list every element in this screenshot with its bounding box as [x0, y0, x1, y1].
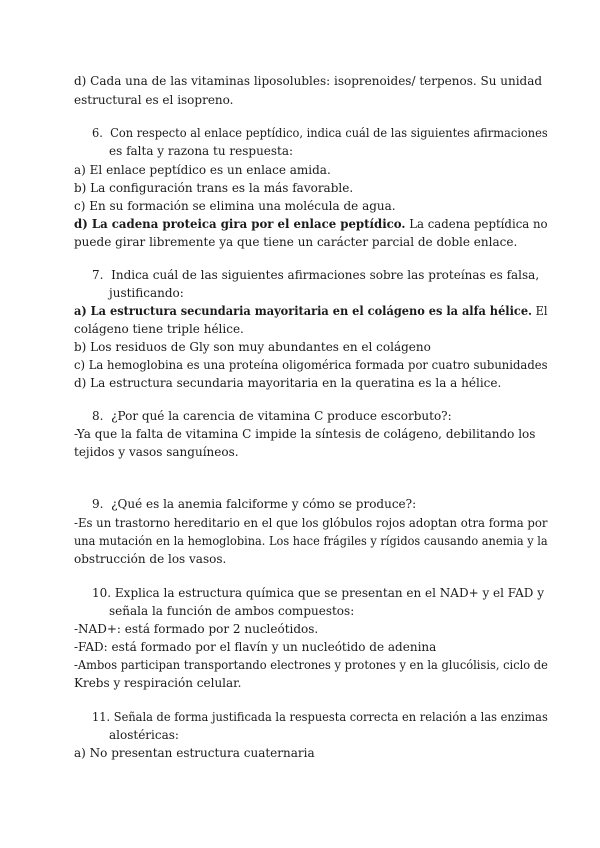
answer-text: El	[532, 304, 548, 318]
option: b) Los residuos de Gly son muy abundantes en el colágeno	[74, 340, 431, 354]
question-text: Indica cuál de las siguientes afirmaciones sobre las proteínas es falsa,	[111, 268, 540, 282]
answer-bold: d) La cadena proteica gira por el enlace peptídico.	[74, 217, 406, 231]
question-text: ¿Qué es la anemia falciforme y cómo se produce?:	[111, 497, 417, 511]
answer-text: tejidos y vasos sanguíneos.	[74, 445, 239, 459]
option: a) El enlace peptídico es un enlace amida.	[74, 163, 331, 177]
answer	[74, 217, 548, 232]
question-text: es falta y razona tu respuesta:	[109, 144, 294, 158]
question-number: 10.	[92, 586, 112, 600]
answer-text: una mutación en la hemoglobina. Los hace frágiles y rígidos causando anemia y la	[74, 534, 548, 548]
question-text: justificando:	[109, 286, 184, 300]
question-text: Con respecto al enlace peptídico, indica cuál de las siguientes afirmaciones	[110, 126, 548, 140]
answer-text: -Es un trastorno hereditario en el que los glóbulos rojos adoptan otra forma por	[74, 516, 548, 530]
question-text: Explica la estructura química que se presentan en el NAD+ y el FAD y	[114, 586, 544, 600]
answer-text: -Ya que la falta de vitamina C impide la síntesis de colágeno, debilitando los	[74, 427, 536, 441]
question-number: 7.	[92, 268, 104, 282]
answer-text: -FAD: está formado por el flavín y un nucleótido de adenina	[74, 640, 437, 654]
intro-line: estructural es el isopreno.	[74, 93, 234, 107]
question-7	[92, 268, 539, 283]
answer-text: La cadena peptídica no	[405, 217, 548, 231]
question-10	[92, 586, 544, 601]
option: a) No presentan estructura cuaternaria	[74, 746, 315, 760]
answer-text: -Ambos participan transportando electrones y protones y en la glucólisis, ciclo de	[74, 658, 548, 672]
question-text: Señala de forma justificada la respuesta correcta en relación a las enzimas	[113, 710, 548, 724]
answer	[74, 304, 548, 319]
question-9	[92, 497, 416, 512]
option: d) La estructura secundaria mayoritaria en la queratina es la a hélice.	[74, 376, 502, 390]
option: c) La hemoglobina es una proteína oligomérica formada por cuatro subunidades	[74, 358, 548, 372]
question-8	[92, 409, 452, 424]
answer-text: colágeno tiene triple hélice.	[74, 322, 244, 336]
intro-line: d) Cada una de las vitaminas liposolubles: isoprenoides/ terpenos. Su unidad	[74, 74, 543, 88]
option: b) La configuración trans es la más favorable.	[74, 181, 354, 195]
question-text: alostéricas:	[109, 728, 179, 742]
question-6	[92, 126, 548, 141]
question-number: 6.	[92, 126, 103, 140]
question-number: 11.	[92, 710, 111, 724]
answer-text: obstrucción de los vasos.	[74, 552, 227, 566]
question-number: 8.	[92, 409, 104, 423]
answer-text: Krebs y respiración celular.	[74, 676, 242, 690]
question-number: 9.	[92, 497, 104, 511]
answer-text: puede girar libremente ya que tiene un carácter parcial de doble enlace.	[74, 235, 518, 249]
answer-text: -NAD+: está formado por 2 nucleótidos.	[74, 622, 319, 636]
question-11	[92, 710, 548, 725]
question-text: ¿Por qué la carencia de vitamina C produce escorbuto?:	[111, 409, 452, 423]
answer-bold: a) La estructura secundaria mayoritaria en el colágeno es la alfa hélice.	[74, 304, 533, 318]
option: c) En su formación se elimina una molécula de agua.	[74, 199, 396, 213]
question-text: señala la función de ambos compuestos:	[109, 604, 355, 618]
